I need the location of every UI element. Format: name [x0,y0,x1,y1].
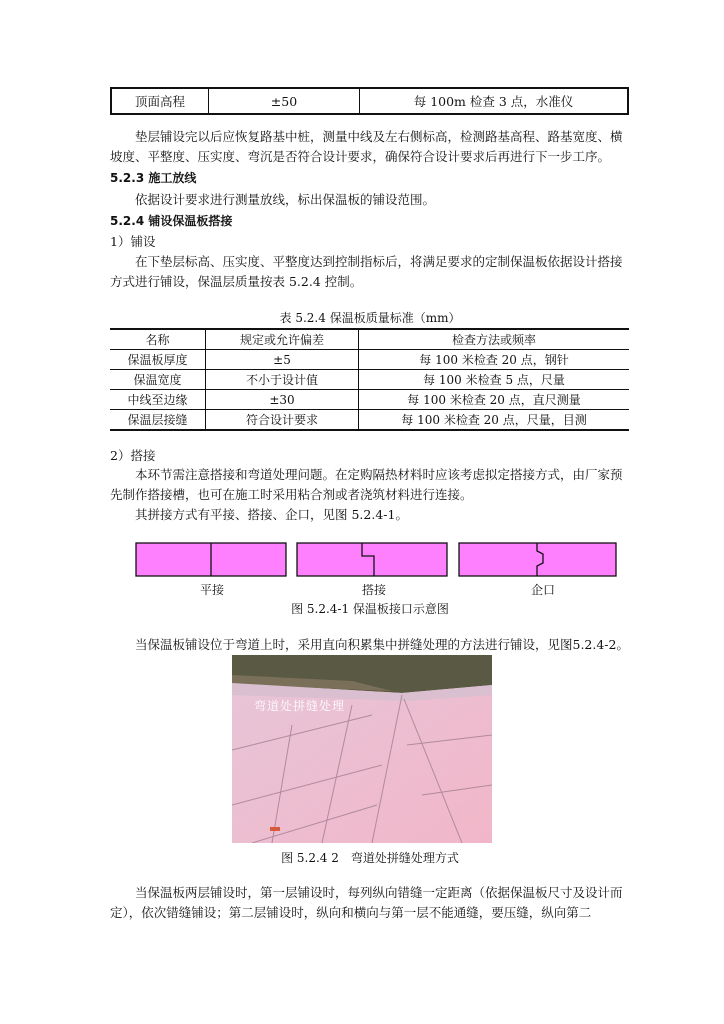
table-row [110,410,629,431]
paragraph-overlap: 本环节需注意搭接和弯道处理问题。在定购隔热材料时应该考虑拟定搭接方式，由厂家预先制作搭接槽，也可在施工时采用粘合剂或者浇筑材料进行连接。 [110,467,623,502]
heading-5-2-3: 5.2.3 施工放线 [110,171,197,185]
table-caption: 表 5.2.4 保温板质量标准（mm） [279,311,461,325]
table-cell: 每 100 米检查 20 点，直尺测量 [359,390,630,410]
tongue-groove-joint-diagram [459,543,616,576]
paragraph-laying: 在下垫层标高、压实度、平整度达到控制指标后，将满足要求的定制保温板依据设计搭接方式进行铺设，保温层质量按表 5.2.4 控制。 [110,254,623,289]
paragraph-subgrade-check: 垫层铺设完以后应恢复路基中桩，测量中线及左右侧标高，检测路基高程、路基宽度、横坡度、平整度、压实度、弯沉是否符合设计要求，确保符合设计要求后再进行下一步工序。 [110,129,623,164]
paragraph-double-layer: 当保温板两层铺设时，第一层铺设时，每列纵向错缝一定距离（依据保温板尺寸及设计而定），依次错缝铺设；第二层铺设时，纵向和横向与第一层不能通缝，要压缝，纵向第二 [110,885,623,920]
header-method: 检查方法或频率 [359,329,630,350]
header-tolerance: 规定或允许偏差 [206,329,359,350]
table-cell: ±5 [206,350,359,370]
label-lap-joint: 搭接 [361,583,386,597]
table-cell: 不小于设计值 [206,370,359,390]
table-cell: 保温层接缝 [110,410,206,431]
curve-joint-photo [232,655,492,843]
table-cell: 每 100 米检查 5 点，尺量 [359,370,630,390]
table-cell: ±30 [206,390,359,410]
table-header-row [110,329,629,350]
elevation-method-cell: 每 100m 检查 3 点，水准仪 [360,88,629,114]
list-item-overlap: 2）搭接 [110,448,156,463]
elevation-tolerance-cell: ±50 [209,88,360,114]
list-item-laying: 1）铺设 [110,234,156,249]
elevation-name-cell: 顶面高程 [134,94,185,109]
table-cell: 保温板厚度 [110,350,206,370]
photo-image [232,655,492,843]
label-butt-joint: 平接 [199,583,224,597]
table-row [110,390,629,410]
butt-joint-diagram [136,543,286,576]
figure2-caption: 图 5.2.4 2 弯道处拼缝处理方式 [281,851,459,865]
lap-joint-diagram [297,543,447,576]
photo-overlay-text: 弯道处拼缝处理 [254,699,346,713]
heading-5-2-4: 5.2.4 铺设保温板搭接 [110,214,233,228]
table-cell: 保温宽度 [110,370,206,390]
paragraph-curve-laying: 当保温板铺设位于弯道上时，采用直向积累集中拼缝处理的方法进行铺设，见图5.2.4-2。 [135,637,629,652]
table-cell: 中线至边缘 [110,390,206,410]
joint-diagram [130,538,650,580]
quality-standard-table [110,328,629,431]
table-row [110,370,629,390]
paragraph-joint-types: 其拼接方式有平接、搭接、企口，见图 5.2.4-1。 [135,507,408,522]
table-cell: 每 100 米检查 20 点，尺量，目测 [359,410,630,431]
label-tongue-groove-joint: 企口 [530,583,555,597]
table-cell: 每 100 米检查 20 点，钢针 [359,350,630,370]
table-cell: 符合设计要求 [206,410,359,431]
figure1-caption: 图 5.2.4-1 保温板接口示意图 [291,602,449,616]
paragraph-survey: 依据设计要求进行测量放线，标出保温板的铺设范围。 [135,192,436,207]
table-row [110,350,629,370]
header-name: 名称 [110,329,206,350]
elevation-table [110,87,629,115]
